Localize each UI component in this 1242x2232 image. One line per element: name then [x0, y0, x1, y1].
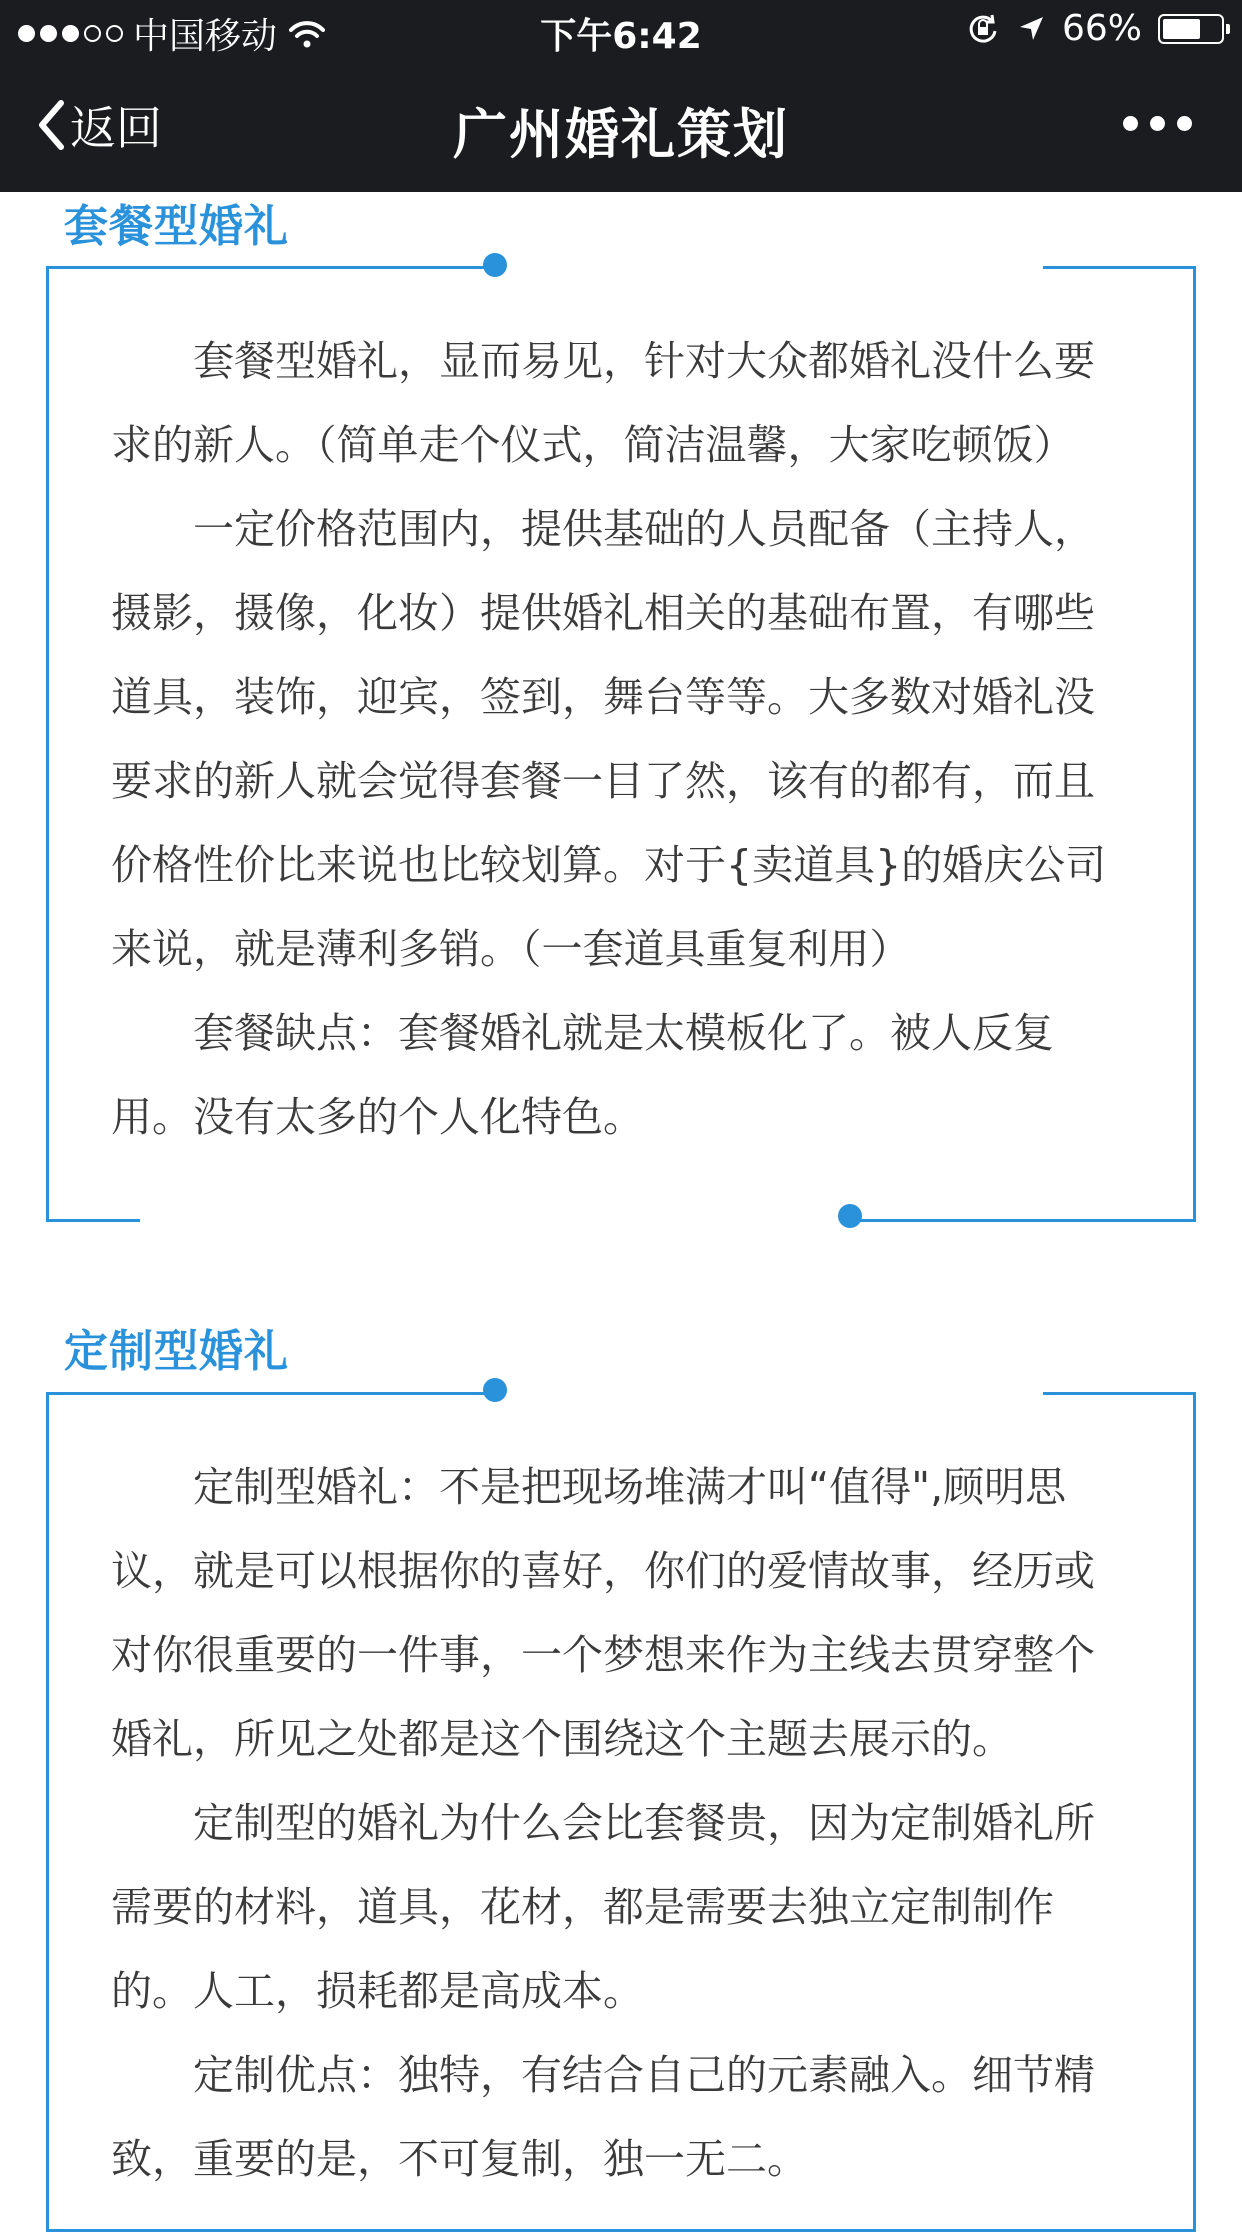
status-bar — [0, 0, 1242, 62]
frame-knob — [483, 253, 507, 277]
battery-icon — [1158, 14, 1224, 44]
back-label: 返回 — [70, 101, 162, 155]
section-title-custom: 定制型婚礼 — [64, 1326, 289, 1377]
section-body — [49, 269, 1193, 1159]
paragraph: 套餐缺点：套餐婚礼就是太模板化了。被人反复用。没有太多的个人化特色。 — [111, 1009, 1054, 1141]
status-right — [966, 8, 1224, 49]
carrier-label: 中国移动 — [133, 16, 278, 57]
frame-gap — [495, 1389, 1043, 1397]
page-title: 广州婚礼策划 — [453, 103, 789, 166]
section-card-package — [46, 266, 1196, 1222]
nav-bar — [0, 62, 1242, 192]
section-card-custom — [46, 1392, 1196, 2232]
status-time: 下午6:42 — [540, 16, 702, 57]
paragraph: 套餐型婚礼，显而易见，针对大众都婚礼没什么要求的新人。（简单走个仪式，简洁温馨，大家吃顿饭） — [111, 337, 1095, 469]
paragraph: 定制优点：独特，有结合自己的元素融入。细节精致，重要的是，不可复制，独一无二。 — [111, 2051, 1095, 2183]
paragraph: 定制型婚礼：不是把现场堆满才叫“值得",顾明思议，就是可以根据你的喜好，你们的爱情故事，经历或对你很重要的一件事，一个梦想来作为主线去贯穿整个婚礼，所见之处都是这个围绕这个主题去展示的。 — [111, 1463, 1095, 1763]
rotation-lock-icon — [966, 12, 1000, 46]
top-bar — [0, 0, 1242, 192]
paragraph: 定制型的婚礼为什么会比套餐贵，因为定制婚礼所需要的材料，道具，花材，都是需要去独立定制制作的。人工，损耗都是高成本。 — [111, 1799, 1095, 2015]
battery-percent: 66% — [1061, 8, 1142, 49]
frame-gap — [495, 263, 1043, 271]
more-options-icon[interactable] — [1123, 116, 1192, 131]
section-body — [49, 1395, 1193, 2201]
frame-knob — [483, 1378, 507, 1402]
battery-level — [1163, 19, 1200, 39]
frame-knob — [838, 1204, 862, 1228]
paragraph: 一定价格范围内，提供基础的人员配备（主持人，摄影，摄像，化妆）提供婚礼相关的基础布置，有哪些道具，装饰，迎宾，签到，舞台等等。大多数对婚礼没要求的新人就会觉得套餐一目了然，该有的都有，而且价格性价比来说也比较划算。对于{卖道具}的婚庆公司来说，就是薄利多销。（一套道具重复利用） — [111, 505, 1107, 973]
section-title-package: 套餐型婚礼 — [64, 201, 289, 252]
frame-gap — [140, 1216, 850, 1224]
location-arrow-icon — [1016, 14, 1046, 44]
